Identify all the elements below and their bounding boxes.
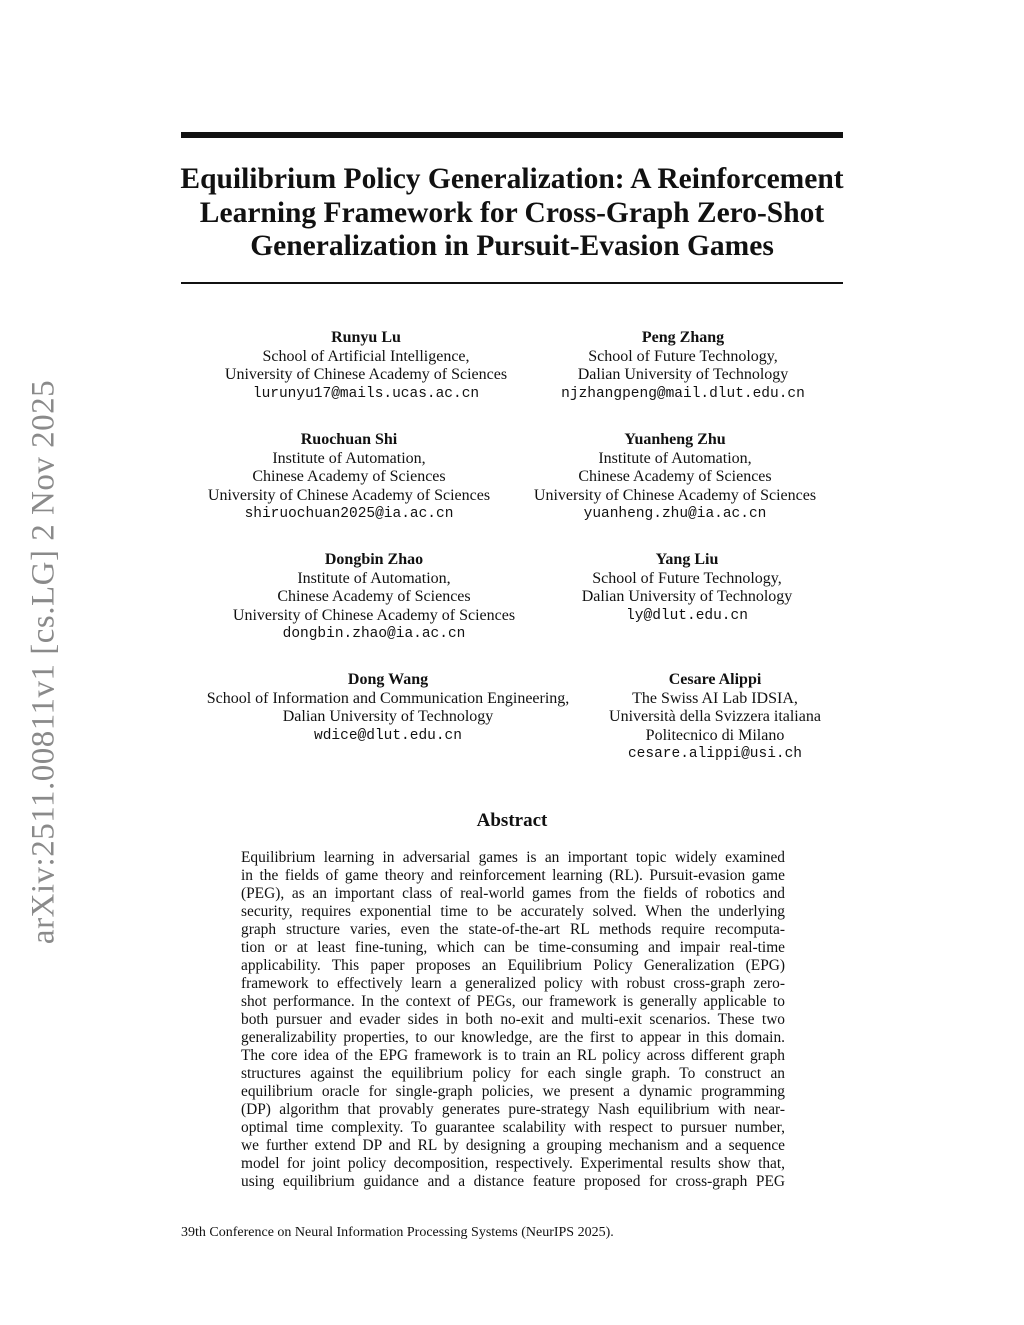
abstract-body bbox=[241, 849, 785, 1191]
author-affiliation: Institute of Automation, bbox=[598, 449, 752, 467]
paper-title bbox=[150, 163, 874, 264]
title-line: Generalization in Pursuit-Evasion Games bbox=[250, 230, 774, 262]
author-name: Peng Zhang bbox=[641, 329, 725, 346]
abstract-line: applicability. This paper proposes an Equilibrium Policy Generalization (EPG) bbox=[241, 957, 785, 974]
abstract-heading: Abstract bbox=[476, 810, 548, 831]
abstract-line: shot performance. In the context of PEGs, our framework is generally applicable to bbox=[241, 993, 785, 1010]
author-affiliation: Chinese Academy of Sciences bbox=[578, 468, 772, 485]
abstract-line: The core idea of the EPG framework is to train an RL policy across different graph bbox=[241, 1047, 785, 1064]
author-block bbox=[609, 671, 821, 764]
author-name: Ruochuan Shi bbox=[300, 431, 398, 448]
author-email: njzhangpeng@mail.dlut.edu.cn bbox=[561, 385, 805, 402]
author-affiliation: Politecnico di Milano bbox=[645, 726, 785, 744]
author-block bbox=[534, 431, 816, 524]
abstract-line: framework to effectively learn a generalized policy with robust cross-graph zero- bbox=[241, 975, 785, 992]
author-name: Yang Liu bbox=[655, 551, 719, 568]
abstract-line: using equilibrium guidance and a distance feature proposed for cross-graph PEG bbox=[241, 1173, 785, 1190]
arxiv-identifier: arXiv:2511.00811v1 [cs.LG] 2 Nov 2025 bbox=[25, 379, 62, 945]
abstract-line: generalizability properties, to our knowledge, are the first to appear in this domain. bbox=[241, 1029, 785, 1046]
author-block bbox=[233, 551, 515, 644]
author-block bbox=[582, 551, 793, 625]
abstract-line: we further extend DP and RL by designing a grouping mechanism and a sequence bbox=[241, 1137, 785, 1154]
abstract-line: structures against the equilibrium policy for each single graph. To construct an bbox=[241, 1065, 785, 1082]
author-block bbox=[561, 329, 805, 403]
author-affiliation: School of Artificial Intelligence, bbox=[262, 347, 470, 365]
abstract-line: optimal time complexity. To guarantee scalability with respect to pursuer number, bbox=[241, 1119, 785, 1136]
author-name: Dongbin Zhao bbox=[324, 551, 424, 568]
author-affiliation: Università della Svizzera italiana bbox=[609, 708, 821, 725]
abstract-line: equilibrium oracle for single-graph policies, we present a dynamic programming bbox=[241, 1083, 785, 1100]
abstract-line: graph structure varies, even the state-of-the-art RL methods require recomputa- bbox=[241, 921, 785, 938]
author-affiliation: Chinese Academy of Sciences bbox=[277, 588, 471, 605]
author-affiliation: Dalian University of Technology bbox=[282, 708, 494, 725]
abstract-line: tion or at least fine-tuning, which can be time-consuming and impair real-time bbox=[241, 939, 785, 956]
author-affiliation: Chinese Academy of Sciences bbox=[252, 468, 446, 485]
author-affiliation: University of Chinese Academy of Sciences bbox=[207, 486, 491, 504]
title-bottom-rule bbox=[181, 282, 843, 284]
author-affiliation: Institute of Automation, bbox=[272, 449, 426, 467]
abstract-line: both pursuer and evader sides in both no-exit and multi-exit scenarios. These two bbox=[241, 1011, 785, 1028]
abstract-line: in the fields of game theory and reinforcement learning (RL). Pursuit-evasion game bbox=[241, 867, 785, 884]
author-affiliation: University of Chinese Academy of Sciences bbox=[232, 606, 516, 624]
author-affiliation: Dalian University of Technology bbox=[577, 366, 789, 383]
abstract-line: (DP) algorithm that provably generates pure-strategy Nash equilibrium with near- bbox=[241, 1101, 785, 1118]
author-block bbox=[208, 431, 490, 524]
author-affiliation: Dalian University of Technology bbox=[581, 588, 793, 605]
author-affiliation: School of Information and Communication Engineering, bbox=[206, 689, 570, 707]
author-email: wdice@dlut.edu.cn bbox=[314, 727, 462, 744]
author-email: dongbin.zhao@ia.ac.cn bbox=[282, 626, 466, 642]
author-name: Yuanheng Zhu bbox=[624, 431, 726, 448]
title-line: Equilibrium Policy Generalization: A Reinforcement bbox=[180, 163, 844, 195]
author-affiliation: The Swiss AI Lab IDSIA, bbox=[632, 689, 798, 707]
author-email: yuanheng.zhu@ia.ac.cn bbox=[583, 506, 767, 522]
abstract-line: Equilibrium learning in adversarial games is an important topic widely examined bbox=[241, 849, 785, 866]
author-email: cesare.alippi@usi.ch bbox=[627, 746, 803, 762]
title-top-rule bbox=[181, 132, 843, 138]
author-affiliation: University of Chinese Academy of Sciences bbox=[224, 366, 508, 383]
abstract-line: model for joint policy decomposition, respectively. Experimental results show that, bbox=[241, 1155, 785, 1172]
author-affiliation: Institute of Automation, bbox=[297, 569, 451, 587]
abstract-line: security, requires exponential time to be accurately solved. When the underlying bbox=[241, 903, 785, 920]
author-name: Runyu Lu bbox=[331, 329, 401, 346]
author-email: shiruochuan2025@ia.ac.cn bbox=[244, 506, 454, 522]
author-name: Cesare Alippi bbox=[668, 671, 762, 688]
author-name: Dong Wang bbox=[347, 671, 429, 688]
author-block bbox=[225, 329, 507, 403]
author-block bbox=[207, 671, 570, 745]
abstract-line: (PEG), as an important class of real-world games from the fields of robotics and bbox=[241, 885, 785, 902]
conference-footnote: 39th Conference on Neural Information Processing Systems (NeurIPS 2025). bbox=[181, 1225, 614, 1240]
author-affiliation: University of Chinese Academy of Sciences bbox=[533, 486, 817, 504]
title-line: Learning Framework for Cross-Graph Zero-Shot bbox=[199, 196, 825, 229]
author-affiliation: School of Future Technology, bbox=[592, 569, 782, 587]
author-email: ly@dlut.edu.cn bbox=[626, 607, 748, 624]
author-affiliation: School of Future Technology, bbox=[588, 347, 778, 365]
author-email: lurunyu17@mails.ucas.ac.cn bbox=[252, 385, 480, 402]
